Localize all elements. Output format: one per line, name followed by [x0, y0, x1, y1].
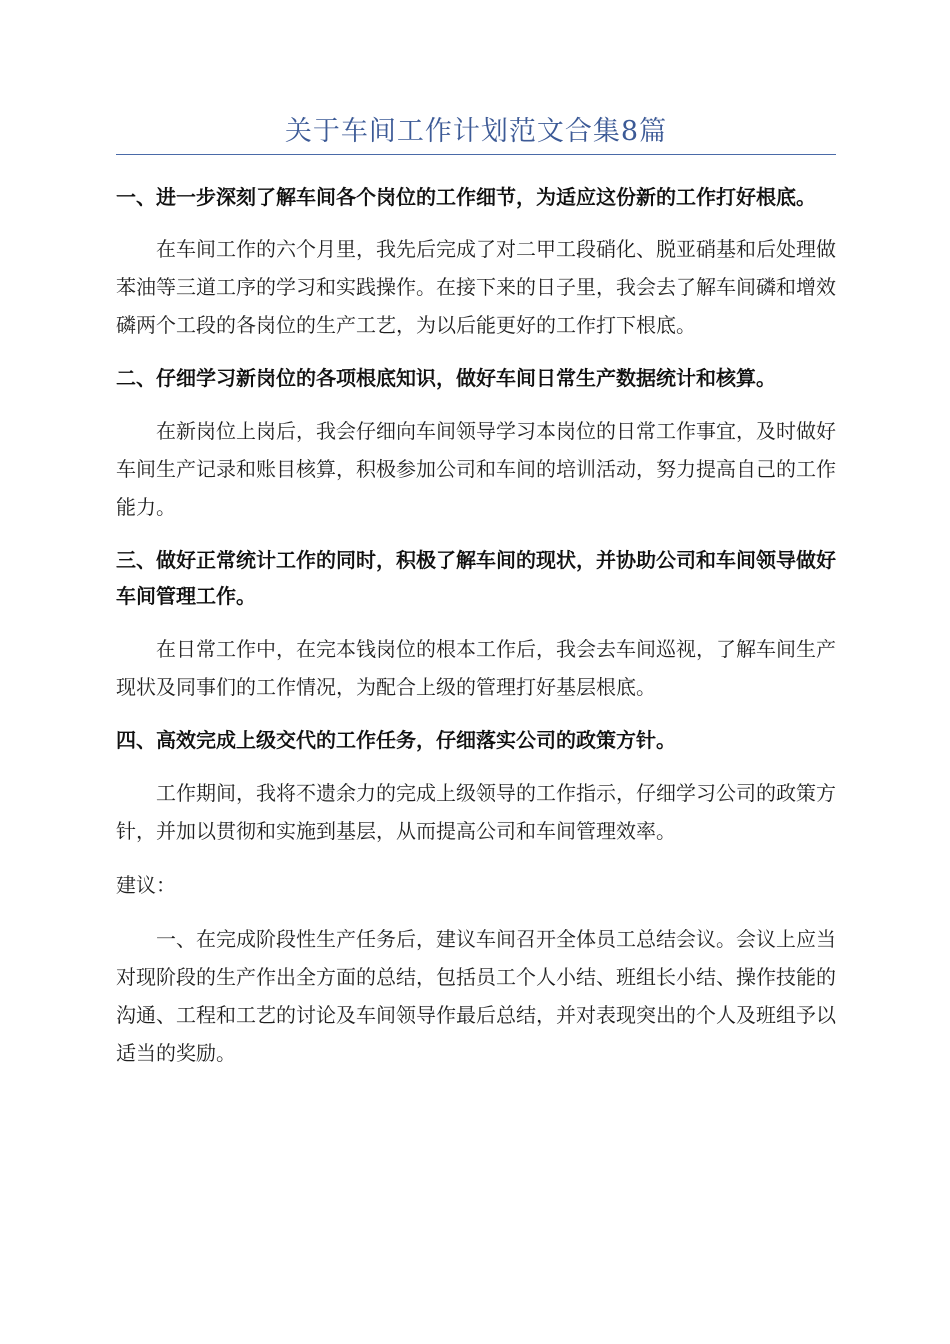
section-heading-1: 一、进一步深刻了解车间各个岗位的工作细节，为适应这份新的工作打好根底。 — [116, 185, 816, 209]
title-underline — [116, 154, 836, 155]
section-body-4: 工作期间，我将不遗余力的完成上级领导的工作指示，仔细学习公司的政策方针，并加以贯彻和实施到基层，从而提高公司和车间管理效率。 — [116, 781, 836, 843]
suggestions-label: 建议： — [116, 873, 176, 897]
document-title: 关于车间工作计划范文合集8篇 — [284, 116, 668, 147]
section-body-3: 在日常工作中，在完本钱岗位的根本工作后，我会去车间巡视，了解车间生产现状及同事们的工作情况，为配合上级的管理打好基层根底。 — [116, 637, 836, 699]
section-heading-2: 二、仔细学习新岗位的各项根底知识，做好车间日常生产数据统计和核算。 — [116, 366, 776, 390]
section-body-2: 在新岗位上岗后，我会仔细向车间领导学习本岗位的日常工作事宜，及时做好车间生产记录和账目核算，积极参加公司和车间的培训活动，努力提高自己的工作能力。 — [116, 419, 836, 519]
section-heading-4: 四、高效完成上级交代的工作任务，仔细落实公司的政策方针。 — [116, 728, 676, 752]
document-page — [116, 0, 836, 1072]
suggestion-item-1: 一、在完成阶段性生产任务后，建议车间召开全体员工总结会议。会议上应当对现阶段的生产作出全方面的总结，包括员工个人小结、班组长小结、操作技能的沟通、工程和工艺的讨论及车间领导作最后总结，并对表现突出的个人及班组予以适当的奖励。 — [116, 927, 836, 1065]
section-body-1: 在车间工作的六个月里，我先后完成了对二甲工段硝化、脱亚硝基和后处理做苯油等三道工序的学习和实践操作。在接下来的日子里，我会去了解车间磷和增效磷两个工段的各岗位的生产工艺，为以后能更好的工作打下根底。 — [116, 237, 836, 337]
section-heading-3: 三、做好正常统计工作的同时，积极了解车间的现状，并协助公司和车间领导做好车间管理工作。 — [116, 548, 836, 608]
